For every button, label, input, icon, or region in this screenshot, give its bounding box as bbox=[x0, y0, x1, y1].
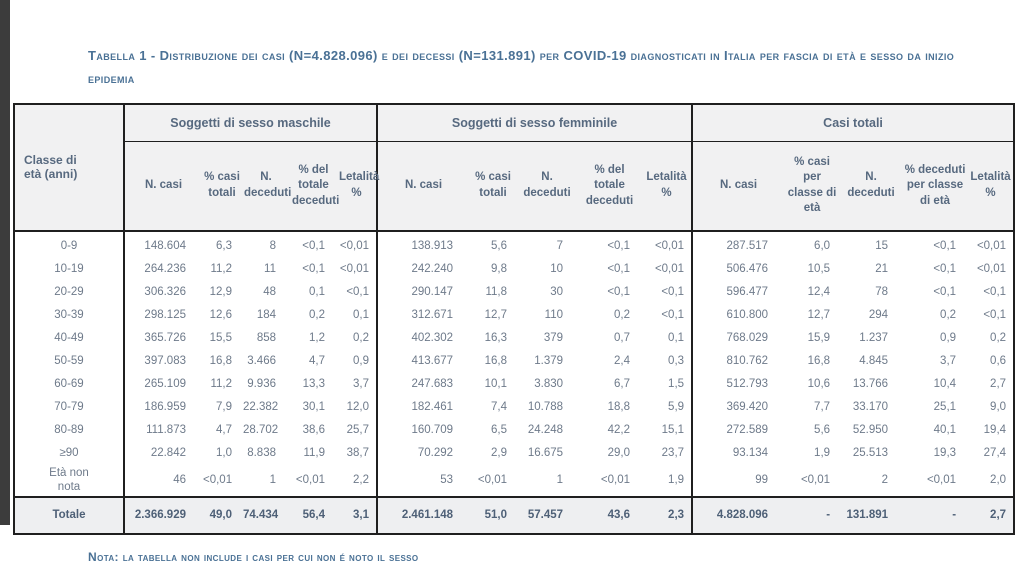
col-header-female-n-deceduti: N. deceduti bbox=[517, 141, 577, 231]
col-header-male-n-deceduti: N. deceduti bbox=[242, 141, 290, 231]
female-value-cell-1: 5,6 bbox=[469, 231, 517, 258]
female-value-cell-4: <0,01 bbox=[642, 258, 692, 281]
covid-distribution-table bbox=[13, 103, 1015, 535]
female-value-cell-1: 6,5 bbox=[469, 419, 517, 442]
female-value-cell-3: <0,1 bbox=[577, 231, 642, 258]
male-value-cell-3: 13,3 bbox=[290, 373, 337, 396]
age-class-label: 50-59 bbox=[14, 350, 124, 373]
female-value-cell-3: 0,7 bbox=[577, 327, 642, 350]
col-header-female-pct-deceduti: % del totale deceduti bbox=[577, 141, 642, 231]
table-row bbox=[14, 419, 1014, 442]
female-value-cell-4: 0,1 bbox=[642, 327, 692, 350]
table-row bbox=[14, 327, 1014, 350]
male-value-cell-4: 12,0 bbox=[337, 396, 377, 419]
col-header-total-letalita: Letalità % bbox=[968, 141, 1014, 231]
male-value-cell-4: 25,7 bbox=[337, 419, 377, 442]
male-value-cell-0: 148.604 bbox=[124, 231, 202, 258]
total-value-cell-0: 596.477 bbox=[692, 281, 784, 304]
age-class-label: ≥90 bbox=[14, 442, 124, 465]
total-value-cell-4: <0,01 bbox=[968, 258, 1014, 281]
total-value-cell-4: <0,1 bbox=[968, 281, 1014, 304]
female-value-cell-2: 30 bbox=[517, 281, 577, 304]
total-value-cell-0: 287.517 bbox=[692, 231, 784, 258]
male-value-cell-0: 22.842 bbox=[124, 442, 202, 465]
total-value-cell-2: 25.513 bbox=[840, 442, 902, 465]
male-value-cell-1: 15,5 bbox=[202, 327, 242, 350]
total-value-cell-1: 7,7 bbox=[784, 396, 840, 419]
table-note: Nota: la tabella non include i casi per cui non é noto il sesso bbox=[88, 550, 1017, 564]
male-value-cell-2: 3.466 bbox=[242, 350, 290, 373]
total-value-cell-0: 99 bbox=[692, 465, 784, 497]
age-class-label: 40-49 bbox=[14, 327, 124, 350]
female-value-cell-1: 11,8 bbox=[469, 281, 517, 304]
male-value-cell-4: 3,7 bbox=[337, 373, 377, 396]
female-value-cell-2: 7 bbox=[517, 231, 577, 258]
female-value-cell-1: 10,1 bbox=[469, 373, 517, 396]
male-value-cell-2: 11 bbox=[242, 258, 290, 281]
table-header bbox=[14, 104, 1014, 231]
female-total-cell-2: 57.457 bbox=[517, 497, 577, 534]
total-value-cell-4: 0,6 bbox=[968, 350, 1014, 373]
female-value-cell-3: 18,8 bbox=[577, 396, 642, 419]
male-value-cell-4: 0,1 bbox=[337, 304, 377, 327]
male-total-cell-1: 49,0 bbox=[202, 497, 242, 534]
col-header-male-letalita: Letalità % bbox=[337, 141, 377, 231]
male-value-cell-1: <0,01 bbox=[202, 465, 242, 497]
female-value-cell-4: 1,5 bbox=[642, 373, 692, 396]
female-value-cell-2: 10.788 bbox=[517, 396, 577, 419]
female-value-cell-2: 1 bbox=[517, 465, 577, 497]
female-value-cell-3: 42,2 bbox=[577, 419, 642, 442]
total-value-cell-1: 12,4 bbox=[784, 281, 840, 304]
total-value-cell-3: 25,1 bbox=[902, 396, 968, 419]
total-value-cell-1: 5,6 bbox=[784, 419, 840, 442]
male-value-cell-1: 12,6 bbox=[202, 304, 242, 327]
female-value-cell-0: 70.292 bbox=[377, 442, 469, 465]
male-value-cell-0: 265.109 bbox=[124, 373, 202, 396]
total-value-cell-1: <0,01 bbox=[784, 465, 840, 497]
female-value-cell-3: <0,1 bbox=[577, 258, 642, 281]
group-header-total: Casi totali bbox=[692, 104, 1014, 142]
female-total-cell-3: 43,6 bbox=[577, 497, 642, 534]
male-value-cell-4: 0,2 bbox=[337, 327, 377, 350]
female-value-cell-1: 2,9 bbox=[469, 442, 517, 465]
male-value-cell-4: <0,01 bbox=[337, 231, 377, 258]
total-value-cell-1: 10,5 bbox=[784, 258, 840, 281]
male-total-cell-0: 2.366.929 bbox=[124, 497, 202, 534]
total-row bbox=[14, 497, 1014, 534]
total-value-cell-4: 2,0 bbox=[968, 465, 1014, 497]
female-total-cell-4: 2,3 bbox=[642, 497, 692, 534]
age-class-label: 20-29 bbox=[14, 281, 124, 304]
window-edge-bar bbox=[0, 0, 10, 525]
female-value-cell-3: <0,1 bbox=[577, 281, 642, 304]
female-value-cell-0: 290.147 bbox=[377, 281, 469, 304]
female-value-cell-2: 16.675 bbox=[517, 442, 577, 465]
female-value-cell-2: 10 bbox=[517, 258, 577, 281]
male-value-cell-2: 184 bbox=[242, 304, 290, 327]
female-value-cell-3: 0,2 bbox=[577, 304, 642, 327]
age-class-label: 60-69 bbox=[14, 373, 124, 396]
female-value-cell-1: <0,01 bbox=[469, 465, 517, 497]
female-value-cell-4: 23,7 bbox=[642, 442, 692, 465]
female-total-cell-1: 51,0 bbox=[469, 497, 517, 534]
male-value-cell-3: 38,6 bbox=[290, 419, 337, 442]
col-header-total-pct-casi: % casi per classe di età bbox=[784, 141, 840, 231]
male-value-cell-1: 11,2 bbox=[202, 373, 242, 396]
male-value-cell-0: 298.125 bbox=[124, 304, 202, 327]
age-class-label: 0-9 bbox=[14, 231, 124, 258]
male-value-cell-1: 11,2 bbox=[202, 258, 242, 281]
total-value-cell-3: 19,3 bbox=[902, 442, 968, 465]
female-value-cell-0: 53 bbox=[377, 465, 469, 497]
female-value-cell-4: 1,9 bbox=[642, 465, 692, 497]
corner-header-label: Classe di età (anni) bbox=[24, 153, 86, 181]
male-value-cell-2: 8 bbox=[242, 231, 290, 258]
male-value-cell-0: 306.326 bbox=[124, 281, 202, 304]
male-value-cell-1: 7,9 bbox=[202, 396, 242, 419]
total-value-cell-1: 12,7 bbox=[784, 304, 840, 327]
male-value-cell-4: <0,1 bbox=[337, 281, 377, 304]
female-value-cell-3: 6,7 bbox=[577, 373, 642, 396]
total-value-cell-4: <0,1 bbox=[968, 304, 1014, 327]
female-value-cell-4: 15,1 bbox=[642, 419, 692, 442]
female-value-cell-0: 247.683 bbox=[377, 373, 469, 396]
female-value-cell-4: 0,3 bbox=[642, 350, 692, 373]
male-value-cell-3: 11,9 bbox=[290, 442, 337, 465]
male-value-cell-3: 1,2 bbox=[290, 327, 337, 350]
male-value-cell-0: 365.726 bbox=[124, 327, 202, 350]
female-value-cell-2: 24.248 bbox=[517, 419, 577, 442]
male-value-cell-0: 397.083 bbox=[124, 350, 202, 373]
male-total-cell-2: 74.434 bbox=[242, 497, 290, 534]
col-header-male-n-casi: N. casi bbox=[124, 141, 202, 231]
col-header-total-n-deceduti: N. deceduti bbox=[840, 141, 902, 231]
group-header-female: Soggetti di sesso femminile bbox=[377, 104, 692, 142]
col-header-male-pct-casi: % casi totali bbox=[202, 141, 242, 231]
male-value-cell-0: 111.873 bbox=[124, 419, 202, 442]
male-value-cell-3: 0,1 bbox=[290, 281, 337, 304]
male-value-cell-2: 8.838 bbox=[242, 442, 290, 465]
total-row-label: Totale bbox=[14, 497, 124, 534]
total-value-cell-0: 512.793 bbox=[692, 373, 784, 396]
male-value-cell-2: 1 bbox=[242, 465, 290, 497]
total-value-cell-2: 2 bbox=[840, 465, 902, 497]
male-value-cell-0: 264.236 bbox=[124, 258, 202, 281]
total-value-cell-2: 4.845 bbox=[840, 350, 902, 373]
male-value-cell-3: 0,2 bbox=[290, 304, 337, 327]
male-value-cell-0: 186.959 bbox=[124, 396, 202, 419]
corner-header bbox=[14, 104, 124, 231]
total-value-cell-4: 9,0 bbox=[968, 396, 1014, 419]
total-value-cell-4: 27,4 bbox=[968, 442, 1014, 465]
female-value-cell-2: 3.830 bbox=[517, 373, 577, 396]
total-value-cell-1: 15,9 bbox=[784, 327, 840, 350]
total-value-cell-1: 6,0 bbox=[784, 231, 840, 258]
total-value-cell-3: <0,1 bbox=[902, 231, 968, 258]
female-value-cell-1: 12,7 bbox=[469, 304, 517, 327]
subheader-row bbox=[14, 141, 1014, 231]
total-total-cell-1: - bbox=[784, 497, 840, 534]
female-value-cell-4: <0,1 bbox=[642, 304, 692, 327]
group-header-male: Soggetti di sesso maschile bbox=[124, 104, 377, 142]
age-class-label: 70-79 bbox=[14, 396, 124, 419]
total-value-cell-2: 294 bbox=[840, 304, 902, 327]
female-value-cell-0: 402.302 bbox=[377, 327, 469, 350]
total-value-cell-2: 1.237 bbox=[840, 327, 902, 350]
total-value-cell-1: 1,9 bbox=[784, 442, 840, 465]
female-value-cell-0: 138.913 bbox=[377, 231, 469, 258]
total-value-cell-3: 0,9 bbox=[902, 327, 968, 350]
male-value-cell-3: <0,01 bbox=[290, 465, 337, 497]
table-row bbox=[14, 350, 1014, 373]
total-value-cell-2: 21 bbox=[840, 258, 902, 281]
total-value-cell-2: 15 bbox=[840, 231, 902, 258]
age-class-label: 30-39 bbox=[14, 304, 124, 327]
male-value-cell-1: 12,9 bbox=[202, 281, 242, 304]
female-value-cell-2: 110 bbox=[517, 304, 577, 327]
col-header-female-n-casi: N. casi bbox=[377, 141, 469, 231]
table-row bbox=[14, 258, 1014, 281]
total-value-cell-3: 0,2 bbox=[902, 304, 968, 327]
male-total-cell-3: 56,4 bbox=[290, 497, 337, 534]
total-value-cell-2: 13.766 bbox=[840, 373, 902, 396]
male-value-cell-2: 48 bbox=[242, 281, 290, 304]
col-header-total-n-casi: N. casi bbox=[692, 141, 784, 231]
col-header-female-pct-casi: % casi totali bbox=[469, 141, 517, 231]
male-value-cell-4: 0,9 bbox=[337, 350, 377, 373]
total-value-cell-3: <0,1 bbox=[902, 258, 968, 281]
total-value-cell-2: 78 bbox=[840, 281, 902, 304]
total-value-cell-4: 2,7 bbox=[968, 373, 1014, 396]
table-title: Tabella 1 - Distribuzione dei casi (N=4.828.096) e dei decessi (N=131.891) per COVID-19 diagnosticati in Italia per fascia di età e sesso da inizio epidemia bbox=[88, 44, 960, 91]
total-value-cell-3: <0,01 bbox=[902, 465, 968, 497]
male-value-cell-3: 30,1 bbox=[290, 396, 337, 419]
age-class-label: Età non nota bbox=[14, 465, 124, 497]
table-row bbox=[14, 396, 1014, 419]
table-row bbox=[14, 465, 1014, 497]
table-row bbox=[14, 281, 1014, 304]
male-value-cell-4: <0,01 bbox=[337, 258, 377, 281]
male-value-cell-2: 858 bbox=[242, 327, 290, 350]
female-value-cell-0: 242.240 bbox=[377, 258, 469, 281]
total-value-cell-0: 369.420 bbox=[692, 396, 784, 419]
table-row bbox=[14, 373, 1014, 396]
total-total-cell-3: - bbox=[902, 497, 968, 534]
female-value-cell-2: 379 bbox=[517, 327, 577, 350]
female-value-cell-3: 29,0 bbox=[577, 442, 642, 465]
total-value-cell-0: 506.476 bbox=[692, 258, 784, 281]
group-header-row bbox=[14, 104, 1014, 142]
female-value-cell-4: <0,01 bbox=[642, 231, 692, 258]
total-value-cell-0: 272.589 bbox=[692, 419, 784, 442]
total-value-cell-3: 40,1 bbox=[902, 419, 968, 442]
table-row bbox=[14, 442, 1014, 465]
total-value-cell-0: 93.134 bbox=[692, 442, 784, 465]
total-value-cell-3: <0,1 bbox=[902, 281, 968, 304]
female-value-cell-4: <0,1 bbox=[642, 281, 692, 304]
age-class-label: 10-19 bbox=[14, 258, 124, 281]
table-body bbox=[14, 231, 1014, 497]
total-value-cell-2: 33.170 bbox=[840, 396, 902, 419]
male-total-cell-4: 3,1 bbox=[337, 497, 377, 534]
female-value-cell-3: 2,4 bbox=[577, 350, 642, 373]
total-value-cell-2: 52.950 bbox=[840, 419, 902, 442]
total-value-cell-3: 10,4 bbox=[902, 373, 968, 396]
total-value-cell-1: 10,6 bbox=[784, 373, 840, 396]
female-value-cell-1: 16,3 bbox=[469, 327, 517, 350]
total-value-cell-3: 3,7 bbox=[902, 350, 968, 373]
total-value-cell-4: 19,4 bbox=[968, 419, 1014, 442]
total-value-cell-0: 768.029 bbox=[692, 327, 784, 350]
female-value-cell-4: 5,9 bbox=[642, 396, 692, 419]
female-value-cell-3: <0,01 bbox=[577, 465, 642, 497]
total-value-cell-1: 16,8 bbox=[784, 350, 840, 373]
total-total-cell-4: 2,7 bbox=[968, 497, 1014, 534]
female-value-cell-0: 413.677 bbox=[377, 350, 469, 373]
male-value-cell-4: 2,2 bbox=[337, 465, 377, 497]
age-class-label: 80-89 bbox=[14, 419, 124, 442]
female-value-cell-1: 9,8 bbox=[469, 258, 517, 281]
col-header-male-pct-deceduti: % del totale deceduti bbox=[290, 141, 337, 231]
male-value-cell-3: 4,7 bbox=[290, 350, 337, 373]
male-value-cell-1: 1,0 bbox=[202, 442, 242, 465]
table-row bbox=[14, 231, 1014, 258]
female-value-cell-2: 1.379 bbox=[517, 350, 577, 373]
male-value-cell-4: 38,7 bbox=[337, 442, 377, 465]
female-value-cell-0: 312.671 bbox=[377, 304, 469, 327]
male-value-cell-3: <0,1 bbox=[290, 258, 337, 281]
female-value-cell-0: 182.461 bbox=[377, 396, 469, 419]
male-value-cell-2: 28.702 bbox=[242, 419, 290, 442]
male-value-cell-1: 4,7 bbox=[202, 419, 242, 442]
total-value-cell-4: <0,01 bbox=[968, 231, 1014, 258]
female-total-cell-0: 2.461.148 bbox=[377, 497, 469, 534]
male-value-cell-2: 22.382 bbox=[242, 396, 290, 419]
col-header-total-pct-deceduti: % deceduti per classe di età bbox=[902, 141, 968, 231]
total-total-cell-2: 131.891 bbox=[840, 497, 902, 534]
female-value-cell-1: 7,4 bbox=[469, 396, 517, 419]
male-value-cell-1: 16,8 bbox=[202, 350, 242, 373]
col-header-female-letalita: Letalità % bbox=[642, 141, 692, 231]
male-value-cell-1: 6,3 bbox=[202, 231, 242, 258]
total-value-cell-4: 0,2 bbox=[968, 327, 1014, 350]
male-value-cell-0: 46 bbox=[124, 465, 202, 497]
male-value-cell-3: <0,1 bbox=[290, 231, 337, 258]
female-value-cell-0: 160.709 bbox=[377, 419, 469, 442]
female-value-cell-1: 16,8 bbox=[469, 350, 517, 373]
male-value-cell-2: 9.936 bbox=[242, 373, 290, 396]
total-total-cell-0: 4.828.096 bbox=[692, 497, 784, 534]
table-row bbox=[14, 304, 1014, 327]
total-value-cell-0: 810.762 bbox=[692, 350, 784, 373]
total-value-cell-0: 610.800 bbox=[692, 304, 784, 327]
